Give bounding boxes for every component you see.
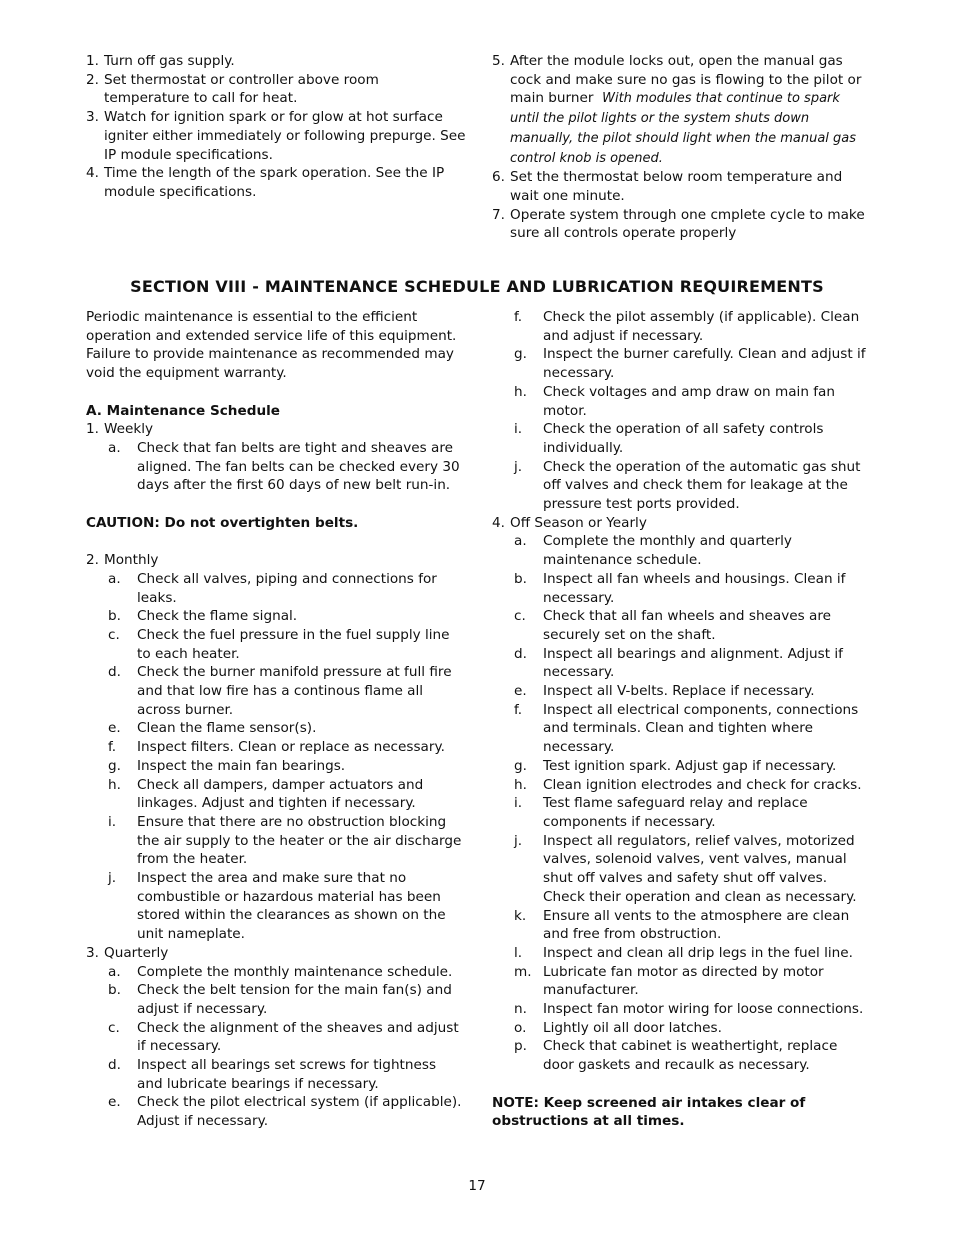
list-item xyxy=(86,776,464,813)
item-letter: a. xyxy=(108,570,121,587)
item-letter: h. xyxy=(514,383,527,400)
item-text: Inspect the area and make sure that no combustible or hazardous material has been stored within the clearances as shown on the unit nameplate. xyxy=(137,870,446,943)
item-text: Inspect all bearings and alignment. Adjust if necessary. xyxy=(543,645,843,681)
item-text: Check all valves, piping and connections for leaks. xyxy=(137,570,437,606)
item-letter: o. xyxy=(514,1019,527,1036)
list-number: 2. xyxy=(86,552,99,569)
list-item xyxy=(492,682,870,701)
item-text: Check the pilot electrical system (if applicable). Adjust if necessary. xyxy=(137,1094,462,1130)
item-letter: l. xyxy=(514,944,523,961)
step-number: 3. xyxy=(86,109,99,126)
list-item xyxy=(492,701,870,757)
list-item xyxy=(492,383,870,420)
step-number: 2. xyxy=(86,71,99,88)
left-column xyxy=(86,308,464,1131)
item-text: Clean the flame sensor(s). xyxy=(137,720,317,737)
list-item xyxy=(492,832,870,907)
item-letter: f. xyxy=(514,701,523,718)
list-item xyxy=(86,52,466,71)
item-text: Inspect and clean all drip legs in the fuel line. xyxy=(543,944,853,961)
item-text: Test ignition spark. Adjust gap if necessary. xyxy=(543,757,837,774)
item-letter: p. xyxy=(514,1038,527,1055)
item-letter: e. xyxy=(514,683,527,700)
item-text: Test flame safeguard relay and replace components if necessary. xyxy=(543,795,808,830)
list-item xyxy=(492,52,870,168)
item-text: Inspect the main fan bearings. xyxy=(137,757,346,774)
list-item xyxy=(86,738,464,757)
item-letter: g. xyxy=(514,346,527,363)
list-item xyxy=(492,168,870,205)
item-letter: n. xyxy=(514,1001,527,1018)
list-label: Monthly xyxy=(104,552,159,569)
step-text: Operate system through one cmplete cycle to make sure all controls operate properly xyxy=(510,206,865,242)
list-item xyxy=(86,1019,464,1056)
item-letter: b. xyxy=(514,570,527,587)
item-text: Check the burner manifold pressure at full fire and that low fire has a continous flame all across burner. xyxy=(137,664,452,718)
list-item xyxy=(86,757,464,776)
list-item xyxy=(492,206,870,243)
list-item xyxy=(86,570,464,607)
item-letter: i. xyxy=(514,421,523,438)
item-letter: j. xyxy=(108,870,117,887)
list-item xyxy=(86,1093,464,1130)
item-letter: h. xyxy=(514,776,527,793)
list-number: 3. xyxy=(86,944,99,961)
note: NOTE: Keep screened air intakes clear of obstructions at all times. xyxy=(492,1094,806,1130)
list-item xyxy=(86,869,464,944)
item-text: Lightly oil all door latches. xyxy=(543,1019,722,1036)
list-item xyxy=(492,345,870,382)
list-item xyxy=(492,1037,870,1074)
item-letter: c. xyxy=(108,1019,120,1036)
page-number: 17 xyxy=(468,1178,486,1194)
item-letter: i. xyxy=(108,813,117,830)
step-number: 7. xyxy=(492,206,505,223)
item-letter: f. xyxy=(514,309,523,325)
list-item xyxy=(492,570,870,607)
item-letter: e. xyxy=(108,1094,121,1111)
list-item xyxy=(86,626,464,663)
list-item xyxy=(86,71,466,108)
step-number: 4. xyxy=(86,165,99,182)
item-letter: b. xyxy=(108,982,121,999)
item-text: Check that cabinet is weathertight, replace door gaskets and recaulk as necessary. xyxy=(543,1038,838,1074)
step-note: With modules that continue to spark until the pilot lights or the system shuts down manually, the pilot should light when the manual gas control knob is opened. xyxy=(510,91,857,166)
item-text: Inspect all electrical components, connections and terminals. Clean and tighten where necessary. xyxy=(543,701,859,756)
list-number: 4. xyxy=(492,514,505,531)
yearly-heading xyxy=(492,514,870,533)
list-label: Quarterly xyxy=(104,944,169,961)
item-letter: j. xyxy=(514,832,523,849)
list-item xyxy=(492,420,870,457)
item-text: Inspect fan motor wiring for loose connections. xyxy=(543,1001,864,1018)
list-item xyxy=(492,907,870,944)
list-item xyxy=(86,1056,464,1093)
item-letter: d. xyxy=(108,664,121,681)
list-item xyxy=(86,963,464,982)
step-text: Time the length of the spark operation. See the IP module specifications. xyxy=(104,165,445,200)
step-number: 1. xyxy=(86,53,99,69)
item-letter: c. xyxy=(514,608,526,625)
top-left-steps xyxy=(86,52,466,202)
item-text: Check voltages and amp draw on main fan motor. xyxy=(543,383,836,419)
item-letter: d. xyxy=(514,645,527,662)
item-text: Inspect all V-belts. Replace if necessary. xyxy=(543,683,815,700)
list-label: Weekly xyxy=(104,421,154,438)
item-letter: c. xyxy=(108,626,120,643)
item-letter: g. xyxy=(514,757,527,774)
right-column xyxy=(492,308,870,1131)
section-title: SECTION VIII - MAINTENANCE SCHEDULE AND LUBRICATION REQUIREMENTS xyxy=(130,277,824,296)
step-text: Set the thermostat below room temperature and wait one minute. xyxy=(510,169,843,204)
item-letter: m. xyxy=(514,963,532,980)
list-item xyxy=(492,1019,870,1038)
item-text: Inspect all bearings set screws for tightness and lubricate bearings if necessary. xyxy=(137,1057,437,1092)
item-text: Check the fuel pressure in the fuel supply line to each heater. xyxy=(137,626,450,662)
item-text: Check that fan belts are tight and sheaves are aligned. The fan belts can be checked every 30 days after the first 60 days of new belt run-in. xyxy=(137,439,460,494)
step-text: After the module locks out, open the manual gas cock and make sure no gas is flowing to the pilot or main burner xyxy=(510,53,862,107)
intro-paragraph: Periodic maintenance is essential to the efficient operation and extended service life of this equipment. Failure to provide maintenance as recommended may void the equipment warranty. xyxy=(86,309,457,382)
list-item xyxy=(492,776,870,795)
item-text: Check the flame signal. xyxy=(137,608,298,625)
item-letter: h. xyxy=(108,776,121,793)
list-item xyxy=(86,981,464,1018)
item-letter: g. xyxy=(108,757,121,774)
list-item xyxy=(86,719,464,738)
step-text: Watch for ignition spark or for glow at hot surface igniter either immediately or following prepurge. See IP module specifications. xyxy=(104,109,466,163)
list-item xyxy=(492,645,870,682)
item-letter: b. xyxy=(108,608,121,625)
list-item xyxy=(492,458,870,514)
item-text: Clean ignition electrodes and check for cracks. xyxy=(543,776,862,793)
item-letter: k. xyxy=(514,907,527,924)
item-letter: a. xyxy=(108,439,121,456)
item-letter: e. xyxy=(108,720,121,737)
maintenance-schedule-heading: A. Maintenance Schedule xyxy=(86,402,280,419)
item-text: Check the operation of all safety controls individually. xyxy=(543,421,824,456)
item-text: Check all dampers, damper actuators and linkages. Adjust and tighten if necessary. xyxy=(137,776,424,812)
step-text: Set thermostat or controller above room temperature to call for heat. xyxy=(104,71,379,107)
list-item xyxy=(492,944,870,963)
item-letter: j. xyxy=(514,458,523,475)
item-letter: f. xyxy=(108,739,117,756)
item-text: Inspect the burner carefully. Clean and adjust if necessary. xyxy=(543,346,866,382)
list-label: Off Season or Yearly xyxy=(510,514,647,531)
list-item xyxy=(492,1000,870,1019)
item-letter: d. xyxy=(108,1057,121,1074)
top-right-steps xyxy=(492,52,870,243)
item-text: Inspect filters. Clean or replace as necessary. xyxy=(137,739,445,756)
list-item xyxy=(86,607,464,626)
caution-note: CAUTION: Do not overtighten belts. xyxy=(86,514,359,531)
item-text: Complete the monthly maintenance schedule. xyxy=(137,963,453,980)
list-item xyxy=(86,164,466,201)
item-letter: i. xyxy=(514,795,523,812)
item-text: Ensure that there are no obstruction blocking the air supply to the heater or the air discharge from the heater. xyxy=(137,813,462,868)
item-text: Check the pilot assembly (if applicable). Clean and adjust if necessary. xyxy=(543,309,860,344)
list-item xyxy=(86,108,466,164)
item-letter: a. xyxy=(514,533,527,550)
list-item xyxy=(492,794,870,831)
item-text: Complete the monthly and quarterly maintenance schedule. xyxy=(543,533,792,569)
item-text: Ensure all vents to the atmosphere are clean and free from obstruction. xyxy=(543,907,850,943)
list-item xyxy=(86,813,464,869)
item-text: Check the belt tension for the main fan(s) and adjust if necessary. xyxy=(137,982,452,1017)
list-item xyxy=(492,532,870,569)
list-number: 1. xyxy=(86,421,99,438)
item-text: Check the alignment of the sheaves and adjust if necessary. xyxy=(137,1019,459,1055)
weekly-heading xyxy=(86,420,464,439)
list-item xyxy=(492,607,870,644)
step-text: Turn off gas supply. xyxy=(104,53,235,69)
item-text: Inspect all regulators, relief valves, motorized valves, solenoid valves, vent valves, manual shut off valves and safety shut off valves. Check their operation and clean as necessary. xyxy=(543,832,857,905)
item-text: Check the operation of the automatic gas shut off valves and check them for leakage at the pressure test ports provided. xyxy=(543,458,861,513)
item-letter: a. xyxy=(108,963,121,980)
step-number: 6. xyxy=(492,169,505,186)
list-item xyxy=(492,963,870,1000)
item-text: Check that all fan wheels and sheaves are securely set on the shaft. xyxy=(543,608,832,643)
list-item xyxy=(86,439,464,495)
quarterly-heading xyxy=(86,944,464,963)
monthly-heading xyxy=(86,551,464,570)
list-item xyxy=(492,308,870,345)
item-text: Inspect all fan wheels and housings. Clean if necessary. xyxy=(543,570,846,606)
step-number: 5. xyxy=(492,53,505,69)
list-item xyxy=(492,757,870,776)
item-text: Lubricate fan motor as directed by motor manufacturer. xyxy=(543,963,824,999)
list-item xyxy=(86,663,464,719)
